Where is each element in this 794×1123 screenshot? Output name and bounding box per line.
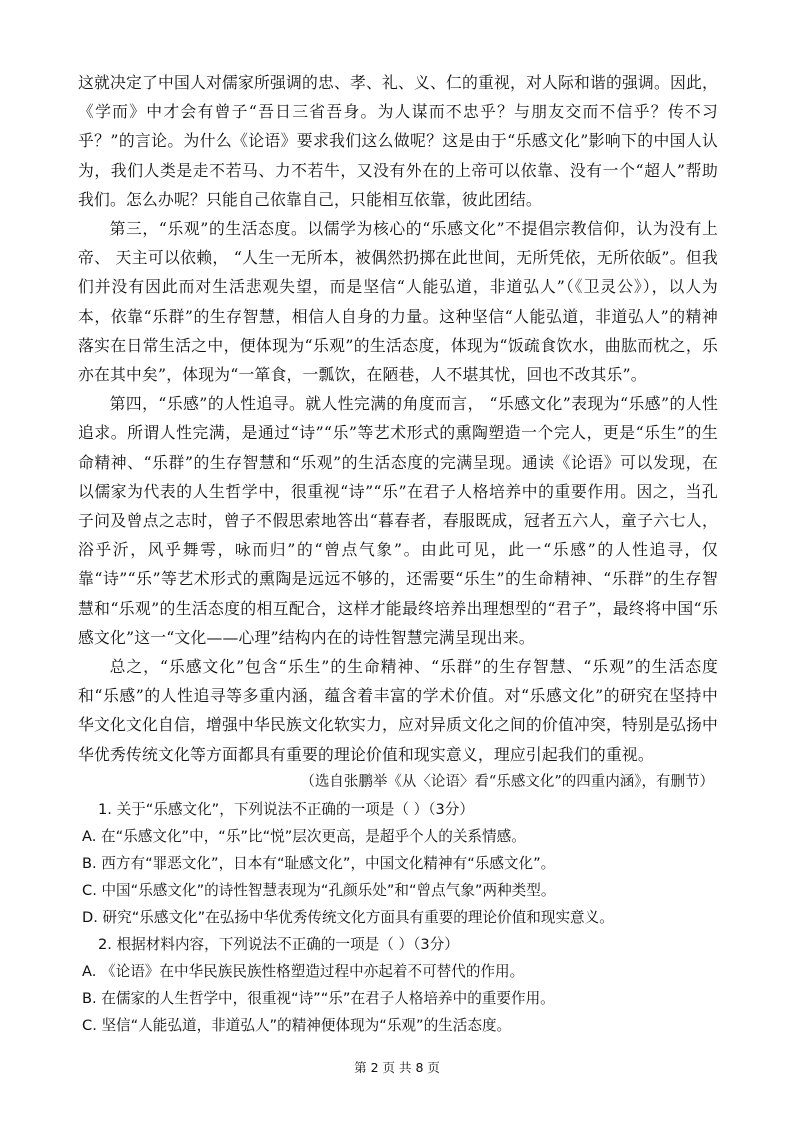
question-2-option-b: B. 在儒家的人生哲学中，很重视“诗”“乐”在君子人格培养中的重要作用。	[82, 989, 555, 1007]
paragraph-3: 第四，“乐感”的人性追寻。就人性完满的角度而言， “乐感文化”表现为“乐感”的人性追求。所谓人性完满，是通过“诗”“乐”等艺术形式的熏陶塑造一个完人，更是“乐生”的生命精神、“乐群”的生存智慧和“乐观”的生活态度的完满呈现。通读《论语》可以发现，在以儒家为代表的人生哲学中，很重视“诗”“乐”在君子人格培养中的重要作用。因之，当孔子问及曾点之志时，曾子不假思索地答出“暮春者，春服既成，冠者五六人，童子六七人，浴乎沂，风乎舞雩，咏而归”的“曾点气象”。由此可见，此一“乐感”的人性追寻，仅靠“诗”“乐”等艺术形式的熏陶是远远不够的，还需要“乐生”的生命精神、“乐群”的生存智慧和“乐观”的生活态度的相互配合，这样才能最终培养出理想型的“君子”，最终将中国“乐感文化”这一“文化——心理”结构内在的诗性智慧完满呈现出来。	[78, 394, 718, 647]
paragraph-1: 这就决定了中国人对儒家所强调的忠、孝、礼、义、仁的重视，对人际和谐的强调。因此，《学而》中才会有曾子“吾日三省吾身。为人谋而不忠乎？与朋友交而不信乎？传不习乎？”的言论。为什么《论语》要求我们这么做呢？这是由于“乐感文化”影响下的中国人认为，我们人类是走不若马、力不若牛，又没有外在的上帝可以依靠、没有一个“超人”帮助我们。怎么办呢？只能自己依靠自己，只能相互依靠，彼此团结。	[78, 73, 718, 209]
question-1-stem: 1. 关于“乐感文化”，下列说法不正确的一项是（ ）（3分）	[98, 800, 474, 818]
paragraph-4: 总之，“乐感文化”包含“乐生”的生命精神、“乐群”的生存智慧、“乐观”的生活态度和“乐感”的人性追寻等多重内涵，蕴含着丰富的学术价值。对“乐感文化”的研究在坚持中华文化文化自信，增强中华民族文化软实力，应对异质文化之间的价值冲突，特别是弘扬中华优秀传统文化等方面都具有重要的理论价值和现实意义，理应引起我们的重视。	[78, 657, 718, 764]
question-1-option-d: D. 研究“乐感文化”在弘扬中华优秀传统文化方面具有重要的理论价值和现实意义。	[82, 908, 614, 926]
question-1-option-b: B. 西方有“罪恶文化”，日本有“耻感文化”，中国文化精神有“乐感文化”。	[82, 854, 556, 872]
page-footer: 第 2 页 共 8 页	[354, 1060, 440, 1075]
question-2-option-a: A. 《论语》在中华民族民族性格塑造过程中亦起着不可替代的作用。	[82, 962, 525, 980]
source-citation: （选自张鹏举《从〈论语〉看“乐感文化”的四重内涵》，有删节）	[300, 773, 714, 790]
question-2-stem: 2. 根据材料内容，下列说法不正确的一项是（ ）（3分）	[98, 935, 459, 953]
questions-section	[78, 796, 718, 1039]
question-2-option-c: C. 坚信“人能弘道，非道弘人”的精神便体现为“乐观”的生活态度。	[82, 1016, 512, 1034]
question-1-option-a: A. 在“乐感文化”中，“乐”比“悦”层次更高，是超乎个人的关系情感。	[82, 827, 526, 845]
paragraph-2: 第三，“乐观”的生活态度。以儒学为核心的“乐感文化”不提倡宗教信仰，认为没有上帝、 天主可以依赖， “人生一无所本，被偶然扔掷在此世间，无所凭依，无所依皈”。但我们并没有因此而对生活悲观失望，而是坚信“人能弘道，非道弘人”（《卫灵公》），以人为本，依靠“乐群”的生存智慧，相信人自身的力量。这种坚信“人能弘道，非道弘人”的精神落实在日常生活之中，便体现为“乐观”的生活态度，体现为“饭疏食饮水，曲肱而枕之，乐亦在其中矣”，体现为“一箪食，一瓢饮，在陋巷，人不堪其忧，回也不改其乐”。	[78, 219, 718, 385]
passage-content	[78, 68, 718, 1039]
question-1-option-c: C. 中国“乐感文化”的诗性智慧表现为“孔颜乐处”和“曾点气象”两种类型。	[82, 881, 556, 899]
